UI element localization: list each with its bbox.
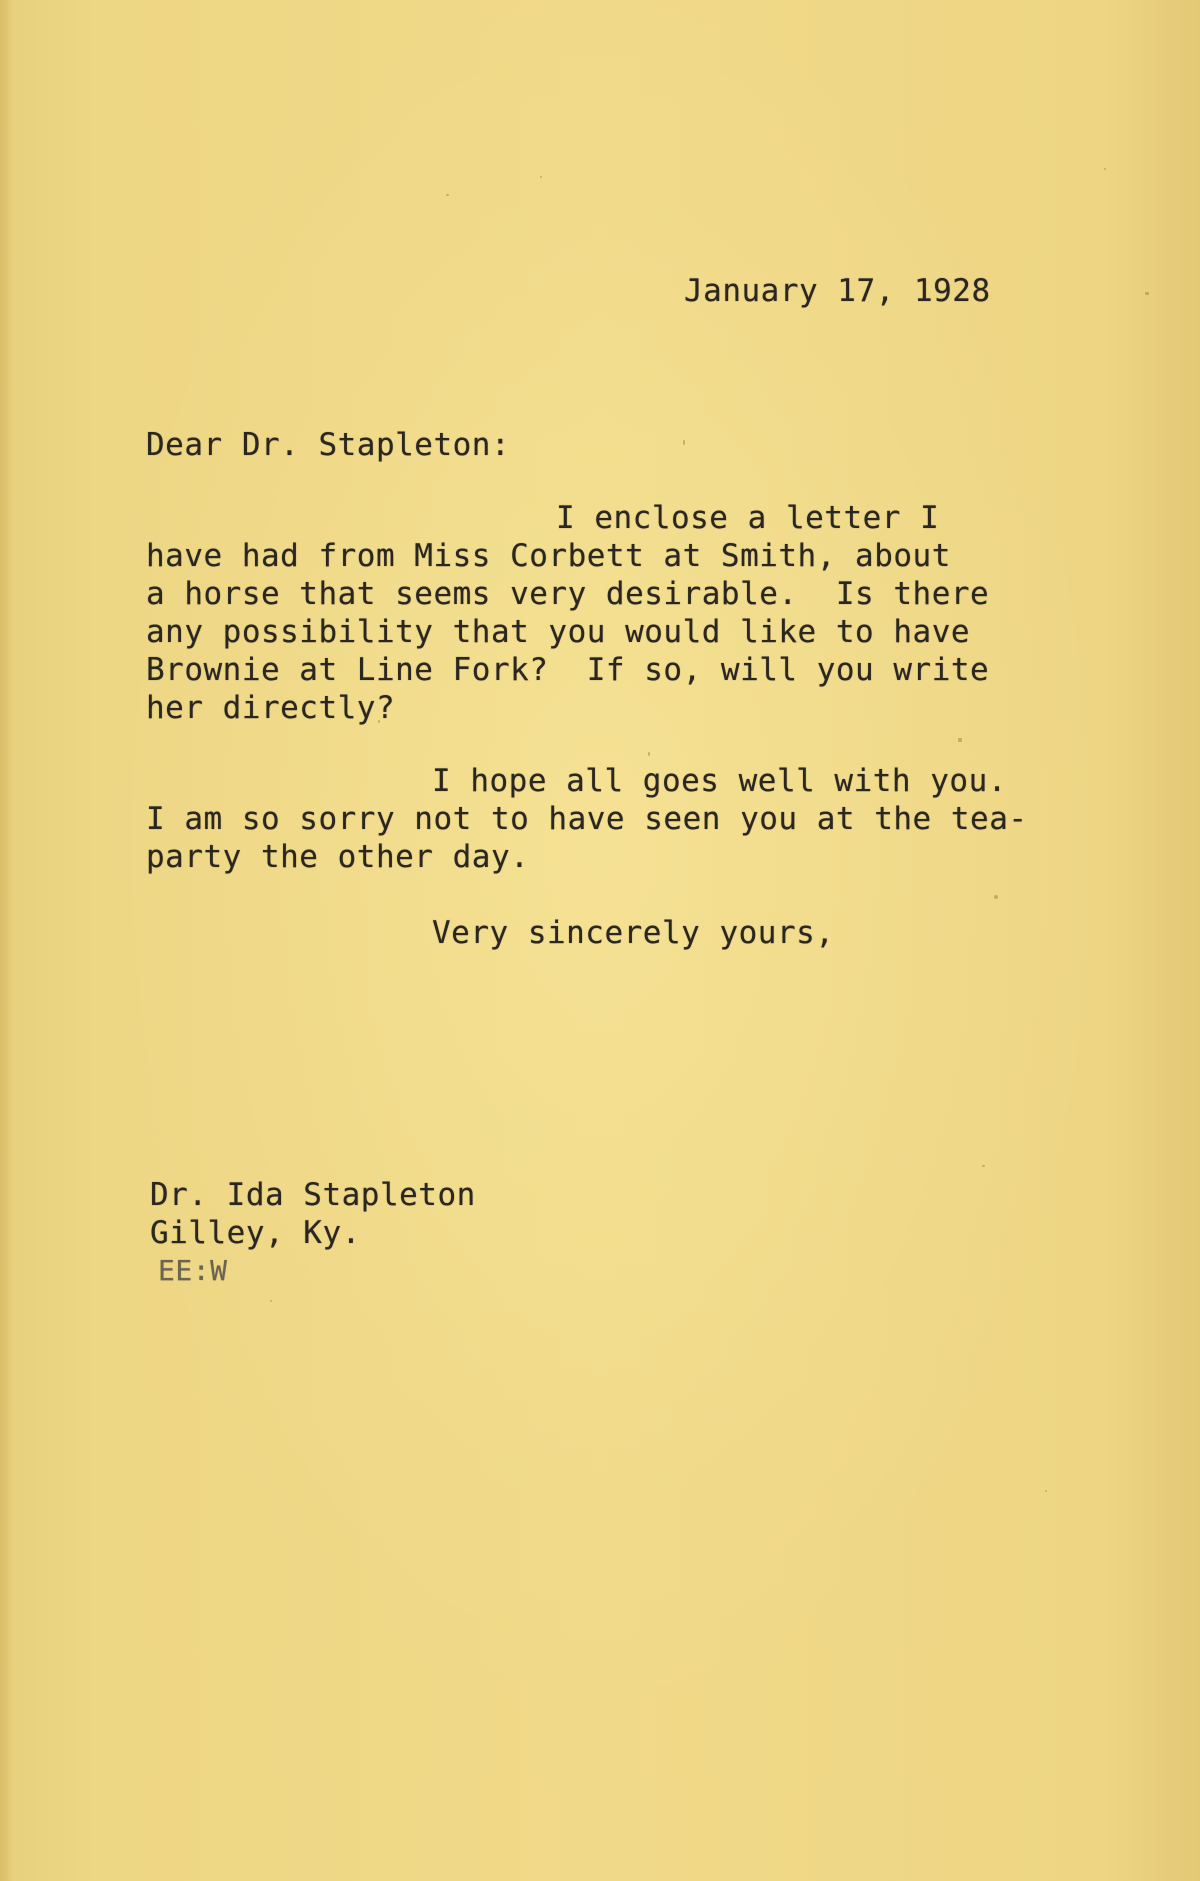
letter-salutation: Dear Dr. Stapleton:	[146, 427, 511, 463]
paragraph-1-line-1: I enclose a letter I	[556, 500, 940, 536]
paragraph-1-line-2: have had from Miss Corbett at Smith, about	[146, 538, 951, 574]
paragraph-1-line-6: her directly?	[146, 690, 396, 726]
paper-fleck	[958, 738, 962, 742]
paragraph-2-line-3: party the other day.	[146, 839, 530, 875]
paper-fleck	[446, 194, 449, 196]
paper-fleck	[1145, 292, 1149, 295]
paper-fleck	[540, 176, 542, 178]
paragraph-1-line-5: Brownie at Line Fork? If so, will you write	[146, 652, 990, 688]
paper-fleck	[994, 895, 998, 899]
paper-fleck	[1045, 1490, 1047, 1492]
paper-fleck	[683, 440, 685, 445]
paragraph-2-line-1: I hope all goes well with you.	[432, 763, 1007, 799]
letter-closing: Very sincerely yours,	[432, 915, 835, 951]
paper-fleck	[648, 752, 650, 756]
paper-fleck	[982, 1165, 985, 1167]
typist-initials: EE:W	[158, 1254, 228, 1287]
paper-left-edge	[0, 0, 14, 1881]
recipient-name: Dr. Ida Stapleton	[150, 1177, 476, 1213]
paragraph-2-line-2: I am so sorry not to have seen you at the tea-	[146, 801, 1028, 837]
paragraph-1-line-3: a horse that seems very desirable. Is there	[146, 576, 990, 612]
paper-fleck	[1104, 168, 1106, 170]
paper-fleck	[270, 1300, 272, 1302]
letter-date: January 17, 1928	[684, 273, 991, 309]
paragraph-1-line-4: any possibility that you would like to have	[146, 614, 971, 650]
recipient-address: Gilley, Ky.	[150, 1215, 361, 1251]
